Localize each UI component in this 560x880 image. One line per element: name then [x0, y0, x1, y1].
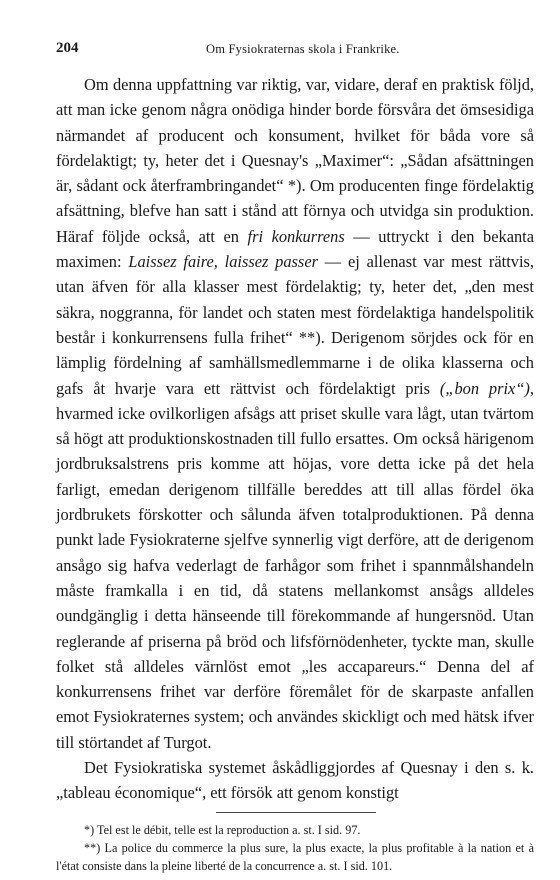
emphasis-bon-prix: („bon prix“)	[439, 378, 530, 398]
paragraph-1-part-c: — ej allenast var mest rättvis, utan äfven för alla klasser mest fördelaktig; ty, heter det, „den mest säkra, noggranna, för landet och staten mest fördelaktiga handelspolitik består i konkurrensens fulla frihet“ **). Derigenom sörjdes ock för en lämplig fördelning af samhällsmedlemmarne i de olika klasserna och gafs åt hvarje vara ett rättvist och fördelaktigt pris	[56, 252, 534, 398]
running-title: Om Fysiokraternas skola i Frankrike.	[206, 42, 400, 56]
footnote-2: **) La police du commerce la plus sure, la plus exacte, la plus profitable à la nation et à l'état consiste dans la pleine liberté de la concurrence a. st. I sid. 101.	[56, 840, 534, 873]
page-number: 204	[56, 40, 79, 56]
paragraph-2: Det Fysiokratiska systemet åskådliggjordes af Quesnay i den s. k. „tableau économique“, ett försök att genom konstigt	[56, 758, 534, 803]
book-page	[56, 40, 534, 875]
paragraph-1-part-b: — uttryckt i den bekanta maximen:	[56, 226, 535, 272]
paragraph-1	[56, 72, 534, 755]
footnote-divider	[216, 812, 376, 813]
footnote-1: *) Tel est le débit, telle est la reproduction a. st. I sid. 97.	[84, 822, 361, 837]
running-header	[56, 40, 534, 64]
paragraph-1-part-a: Om denna uppfattning var riktig, var, vidare, deraf en praktisk följd, att man icke genom några onödiga hinder borde försvåra det ömsesidiga närmandet af producent och konsument, hvilket för båda vore så fördelaktigt; ty, heter det i Quesnay's „Maximer“: „Sådan afsättningen är, sådant ock återframbringandet“ *). Om producenten finge fördelaktig afsättning, blefve han satt i stånd att förnya och utvidga sin produktion. Häraf följde också, att en	[56, 75, 534, 246]
footnotes	[56, 821, 534, 875]
body-text	[56, 72, 534, 806]
emphasis-fri-konkurrens: fri konkurrens	[247, 226, 345, 246]
paragraph-1-part-d: , hvarmed icke ovilkorligen afsågs att priset skulle vara lågt, utan tvärtom så högt att produktionskostnaden till fullo ersattes. Om också härigenom jordbruksalstrens pris komme att höjas, vore detta icke på det hela farligt, emedan derigenom tillfälle bereddes att till allas fördel öka jordbrukets förskotter och sålunda äfven totalproduktionen. På denna punkt lade Fysiokraterne sjelfve synnerlig vigt derföre, att de derigenom ansågo sig hafva vederlagt de farhågor som frihet i spannmålshandeln måste framkalla i en tid, då statens mellankomst ansågs alldeles oundgänglig i detta hänseende till förekommande af hungersnöd. Utan reglerande af priserna på bröd och lifsförnödenheter, tyckte man, skulle folket stå alldeles värnlöst emot „les accapareurs.“ Denna del af konkurrensens frihet var derföre föremålet för de skarpaste anfallen emot Fysiokraternes system; och användes skickligt och med hätsk ifver till störtandet af Turgot.	[56, 378, 535, 752]
emphasis-laissez-faire: Laissez faire, laissez passer	[128, 252, 318, 272]
